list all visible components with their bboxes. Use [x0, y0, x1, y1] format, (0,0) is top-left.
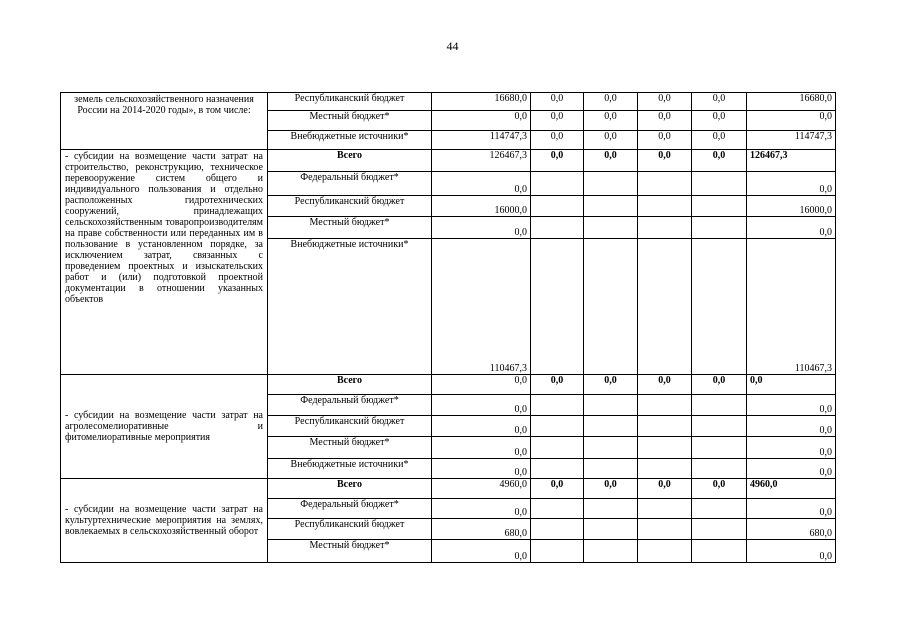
amount-cell: 16000,0: [432, 196, 531, 217]
amount-cell: [584, 172, 638, 196]
amount-cell: [531, 540, 584, 563]
amount-cell: 0,0: [692, 131, 747, 150]
amount-cell: [584, 540, 638, 563]
amount-cell: [584, 395, 638, 416]
funding-source: Внебюджетные источники*: [268, 239, 432, 375]
measure-description: - субсидии на возмещение части затрат на культуртехнические мероприятия на землях, вовлекаемых в сельскохозяйственный оборот: [61, 479, 268, 563]
amount-cell: 4960,0: [432, 479, 531, 499]
amount-cell: 0,0: [692, 93, 747, 111]
amount-cell: [531, 519, 584, 540]
amount-cell: 0,0: [584, 479, 638, 499]
table-row: [61, 375, 836, 395]
amount-cell: 16680,0: [432, 93, 531, 111]
amount-cell: [584, 499, 638, 519]
funding-source: Всего: [268, 479, 432, 499]
amount-cell: 0,0: [747, 375, 836, 395]
funding-source: Республиканский бюджет: [268, 196, 432, 217]
amount-cell: [638, 437, 692, 459]
amount-cell: 0,0: [584, 131, 638, 150]
amount-cell: 0,0: [638, 150, 692, 172]
amount-cell: 126467,3: [747, 150, 836, 172]
amount-cell: [584, 459, 638, 479]
funding-source: Республиканский бюджет: [268, 93, 432, 111]
amount-cell: [638, 416, 692, 437]
amount-cell: [692, 239, 747, 375]
amount-cell: 0,0: [747, 217, 836, 239]
amount-cell: [638, 519, 692, 540]
amount-cell: [638, 239, 692, 375]
amount-cell: 0,0: [638, 375, 692, 395]
amount-cell: 16000,0: [747, 196, 836, 217]
amount-cell: 126467,3: [432, 150, 531, 172]
amount-cell: [584, 217, 638, 239]
page-number: 44: [446, 39, 459, 53]
budget-table: [60, 92, 836, 563]
amount-cell: [584, 437, 638, 459]
amount-cell: 0,0: [638, 479, 692, 499]
amount-cell: 0,0: [432, 375, 531, 395]
amount-cell: [531, 395, 584, 416]
amount-cell: 0,0: [638, 111, 692, 131]
amount-cell: [692, 519, 747, 540]
table-row: [61, 150, 836, 172]
amount-cell: 0,0: [747, 111, 836, 131]
amount-cell: [584, 519, 638, 540]
funding-source: Местный бюджет*: [268, 437, 432, 459]
measure-description: - субсидии на возмещение части затрат на агролесомелиоративные и фитомелиоративные мероприятия: [61, 375, 268, 479]
amount-cell: 0,0: [432, 540, 531, 563]
amount-cell: 0,0: [747, 172, 836, 196]
amount-cell: 0,0: [432, 499, 531, 519]
funding-source: Республиканский бюджет: [268, 416, 432, 437]
amount-cell: 0,0: [531, 111, 584, 131]
amount-cell: [692, 196, 747, 217]
amount-cell: 0,0: [747, 416, 836, 437]
funding-source: Внебюджетные источники*: [268, 131, 432, 150]
amount-cell: 680,0: [432, 519, 531, 540]
amount-cell: 0,0: [432, 395, 531, 416]
funding-source: Всего: [268, 150, 432, 172]
amount-cell: [531, 499, 584, 519]
funding-source: Местный бюджет*: [268, 111, 432, 131]
amount-cell: [531, 437, 584, 459]
amount-cell: [692, 172, 747, 196]
amount-cell: 0,0: [747, 499, 836, 519]
measure-description: земель сельскохозяйственного назначения России на 2014-2020 годы», в том числе:: [61, 93, 268, 150]
amount-cell: [531, 416, 584, 437]
amount-cell: [692, 437, 747, 459]
amount-cell: 0,0: [432, 111, 531, 131]
amount-cell: 0,0: [584, 150, 638, 172]
amount-cell: 0,0: [531, 131, 584, 150]
funding-source: Федеральный бюджет*: [268, 395, 432, 416]
funding-source: Внебюджетные источники*: [268, 459, 432, 479]
amount-cell: 680,0: [747, 519, 836, 540]
amount-cell: 0,0: [531, 150, 584, 172]
amount-cell: [584, 239, 638, 375]
amount-cell: 0,0: [692, 375, 747, 395]
funding-source: Местный бюджет*: [268, 540, 432, 563]
measure-description: - субсидии на возмещение части затрат на строительство, реконструкцию, техническое перевооружение систем общего и индивидуального пользования и отдельно расположенных гидротехнических сооружений, принадлежащих сельскохозяйственным товаропроизводителям на праве собственности или переданных им в пользование в установленном порядке, за исключением затрат, связанных с проведением проектных и изыскательских работ и (или) подготовкой проектной документации в отношении указанных объектов: [61, 150, 268, 375]
amount-cell: 0,0: [432, 416, 531, 437]
amount-cell: [584, 196, 638, 217]
amount-cell: 0,0: [531, 93, 584, 111]
amount-cell: 114747,3: [747, 131, 836, 150]
amount-cell: 16680,0: [747, 93, 836, 111]
amount-cell: 0,0: [584, 93, 638, 111]
funding-source: Республиканский бюджет: [268, 519, 432, 540]
amount-cell: [692, 540, 747, 563]
amount-cell: [638, 196, 692, 217]
amount-cell: 0,0: [432, 217, 531, 239]
funding-source: Федеральный бюджет*: [268, 499, 432, 519]
amount-cell: [638, 540, 692, 563]
amount-cell: [531, 217, 584, 239]
amount-cell: 4960,0: [747, 479, 836, 499]
amount-cell: 114747,3: [432, 131, 531, 150]
amount-cell: [531, 196, 584, 217]
amount-cell: 0,0: [638, 93, 692, 111]
amount-cell: 0,0: [531, 375, 584, 395]
table-row: [61, 93, 836, 111]
table-body: [61, 93, 836, 563]
amount-cell: [531, 459, 584, 479]
amount-cell: [638, 499, 692, 519]
amount-cell: 110467,3: [432, 239, 531, 375]
amount-cell: 0,0: [432, 437, 531, 459]
funding-source: Всего: [268, 375, 432, 395]
amount-cell: 0,0: [692, 479, 747, 499]
amount-cell: 0,0: [638, 131, 692, 150]
amount-cell: [638, 459, 692, 479]
amount-cell: [531, 239, 584, 375]
amount-cell: 0,0: [747, 437, 836, 459]
amount-cell: 0,0: [692, 111, 747, 131]
amount-cell: 0,0: [584, 375, 638, 395]
amount-cell: 0,0: [747, 459, 836, 479]
amount-cell: 0,0: [747, 395, 836, 416]
amount-cell: [692, 395, 747, 416]
amount-cell: [638, 217, 692, 239]
funding-source: Федеральный бюджет*: [268, 172, 432, 196]
amount-cell: [531, 172, 584, 196]
amount-cell: 0,0: [432, 459, 531, 479]
table-row: [61, 479, 836, 499]
amount-cell: [692, 217, 747, 239]
amount-cell: 0,0: [531, 479, 584, 499]
amount-cell: 0,0: [747, 540, 836, 563]
amount-cell: [692, 416, 747, 437]
amount-cell: 0,0: [584, 111, 638, 131]
amount-cell: [692, 459, 747, 479]
amount-cell: 110467,3: [747, 239, 836, 375]
amount-cell: 0,0: [692, 150, 747, 172]
funding-source: Местный бюджет*: [268, 217, 432, 239]
amount-cell: [638, 172, 692, 196]
amount-cell: [692, 499, 747, 519]
amount-cell: [638, 395, 692, 416]
amount-cell: [584, 416, 638, 437]
amount-cell: 0,0: [432, 172, 531, 196]
